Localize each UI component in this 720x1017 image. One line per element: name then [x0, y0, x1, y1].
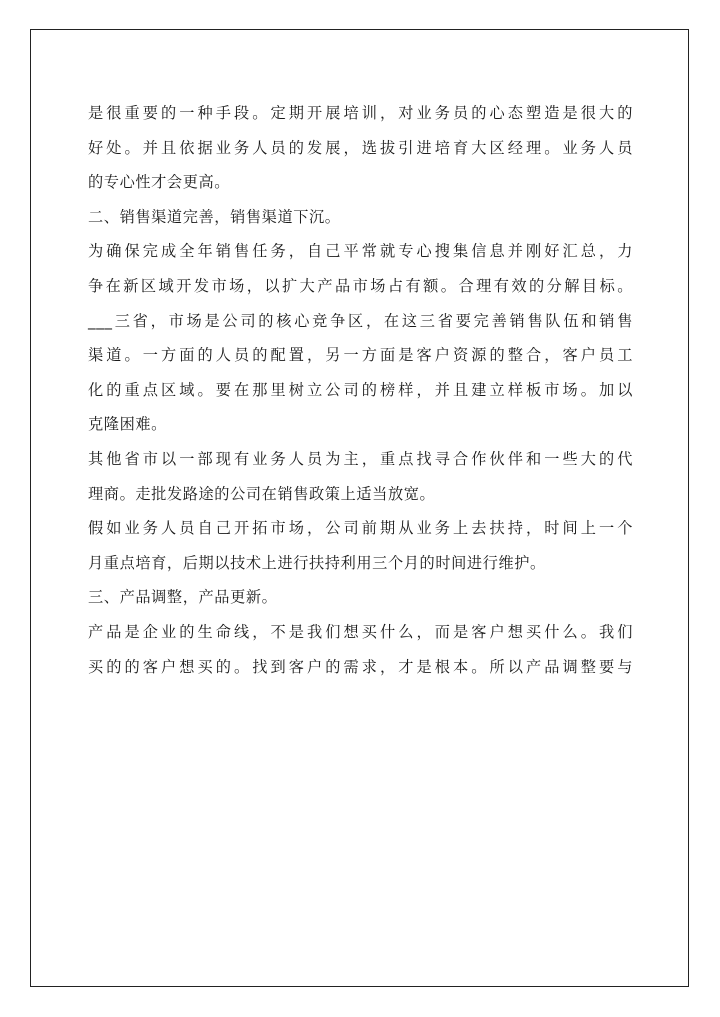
text-line-6: 争在新区域开发市场，以扩大产品市场占有额。合理有效的分解目标。 [88, 276, 633, 295]
section-heading-2: 二、销售渠道完善，销售渠道下沉。 [88, 207, 341, 226]
section-heading-3: 三、产品调整，产品更新。 [88, 588, 278, 607]
document-body [88, 96, 633, 684]
text-line-7: ___三省，市场是公司的核心竞争区，在这三省要完善销售队伍和销售 [88, 311, 633, 330]
text-line-14: 月重点培育，后期以技术上进行扶持利用三个月的时间进行维护。 [88, 553, 546, 572]
text-line-13: 假如业务人员自己开拓市场，公司前期从业务上去扶持，时间上一个 [88, 519, 633, 538]
text-line-3: 的专心性才会更高。 [88, 173, 231, 192]
text-line-10: 克隆困难。 [88, 415, 167, 434]
text-line-2: 好处。并且依据业务人员的发展，选拔引进培育大区经理。业务人员 [88, 138, 633, 157]
text-line-12: 理商。走批发路途的公司在销售政策上适当放宽。 [88, 484, 436, 503]
text-line-8: 渠道。一方面的人员的配置，另一方面是客户资源的整合，客户员工 [88, 346, 633, 365]
text-line-5: 为确保完成全年销售任务，自己平常就专心搜集信息并刚好汇总，力 [88, 242, 633, 261]
text-line-1: 是很重要的一种手段。定期开展培训，对业务员的心态塑造是很大的 [88, 104, 633, 122]
text-line-16: 产品是企业的生命线，不是我们想买什么，而是客户想买什么。我们 [88, 622, 633, 641]
text-line-11: 其他省市以一部现有业务人员为主，重点找寻合作伙伴和一些大的代 [88, 449, 633, 468]
text-line-17: 买的的客户想买的。找到客户的需求，才是根本。所以产品调整要与 [88, 657, 633, 676]
text-line-9: 化的重点区域。要在那里树立公司的榜样，并且建立样板市场。加以 [88, 380, 633, 399]
